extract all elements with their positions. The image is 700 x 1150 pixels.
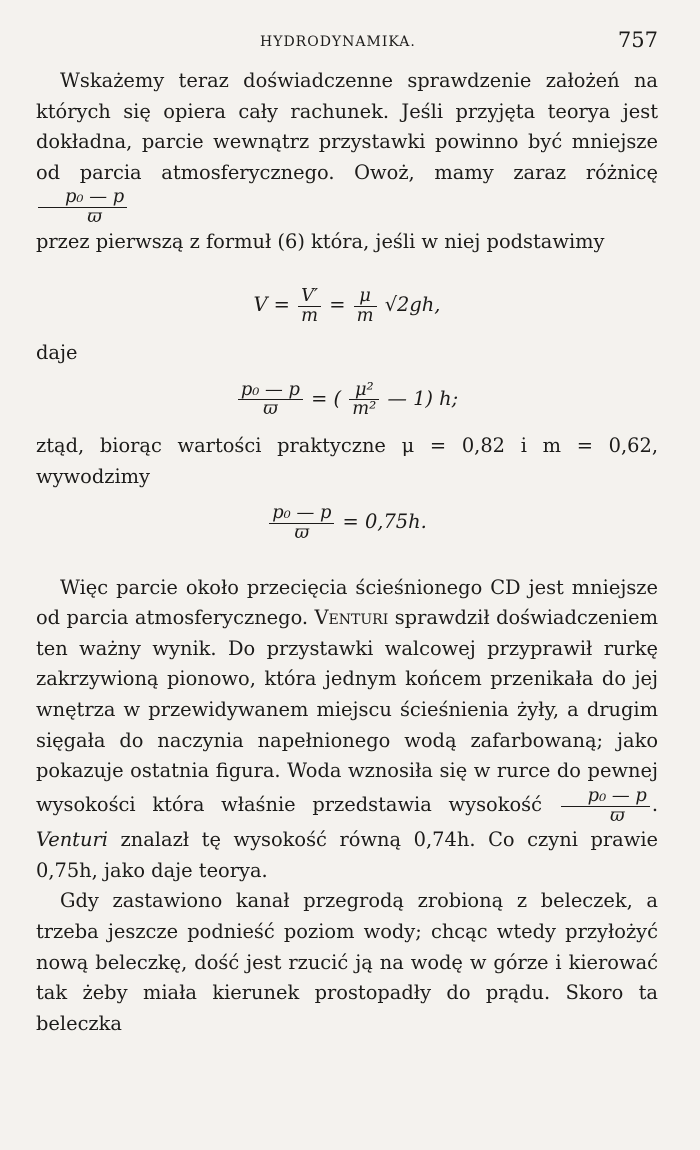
eq1-fraction-2 — [354, 287, 377, 325]
eq1-f1-numerator: V′ — [298, 287, 321, 307]
paragraph-3: ztąd, biorąc wartości praktyczne μ = 0,82 i m = 0,62, wywodzimy — [36, 433, 658, 488]
venturi-name-italic: Venturi — [36, 828, 108, 852]
eq1-lhs: V = — [253, 293, 297, 317]
paragraph-4-punct: . — [651, 793, 658, 817]
eq1-f2-numerator: μ — [354, 287, 377, 307]
eq1-mid: = — [329, 293, 352, 317]
p4-fraction-numerator: p₀ — p — [561, 787, 650, 807]
eq2-inner-denominator: m² — [352, 398, 377, 420]
paragraph-4-text-2: sprawdził doświadczeniem ten ważny wynik. Do przystawki walcowej przyprawił rurkę zakrzywioną pionowo, która jednym końcem przenikała do jej wnętrza w przewidywanem miejscu ścieśnienia żyły, a drugim sięgała do naczynia napełnionego wodą zafarbowaną; jako pokazuje ostatnia figura. Woda wznosiła się w rurce do pewnej wysokości która właśnie przedstawia wysokość — [36, 606, 658, 817]
paragraph-4-text-3: znalazł tę wysokość równą 0,74h. Co czyni prawie 0,75h, jako daje teorya. — [36, 828, 658, 882]
eq3-fraction — [269, 504, 334, 542]
eq3-denominator: ϖ — [294, 521, 310, 543]
paragraph-4 — [36, 573, 658, 887]
eq1-rhs: √2gh, — [384, 293, 441, 317]
fraction-numerator: p₀ — p — [38, 188, 127, 208]
running-title: HYDRODYNAMIKA. — [260, 34, 416, 50]
eq2-denominator: ϖ — [263, 398, 278, 420]
page-number: 757 — [617, 28, 658, 52]
p4-fraction-denominator: ϖ — [609, 804, 625, 826]
eq2-open: = ( — [311, 386, 342, 410]
venturi-name-smallcaps: Venturi — [314, 606, 389, 630]
equation-result — [36, 504, 658, 542]
fraction-denominator: ϖ — [87, 206, 102, 228]
paragraph-1 — [36, 66, 658, 227]
daje-label: daje — [36, 340, 78, 364]
eq1-fraction-1 — [298, 287, 321, 325]
eq2-fraction — [238, 378, 303, 420]
eq3-rhs: = 0,75h. — [342, 510, 427, 534]
eq2-inner-numerator: μ² — [349, 381, 379, 401]
page-body — [36, 66, 658, 1039]
pressure-difference-fraction — [38, 188, 127, 226]
paragraph-5: Gdy zastawiono kanał przegrodą zrobioną z beleczek, a trzeba jeszcze podnieść poziom wody; chcąc wtedy przyłożyć nową beleczkę, dość jest rzucić ją na wodę w górze i kierować tak żeby miała kierunek prostopadły do prądu. Skoro ta beleczka — [36, 889, 658, 1035]
paragraph-4-text-1: Więc parcie około przecięcia ścieśnionego CD jest mniejsze od parcia atmosferycznego. — [36, 575, 658, 630]
page-header — [36, 28, 658, 58]
paragraph-1-text: Wskażemy teraz doświadczenne sprawdzenie założeń na których się opiera cały rachunek. Jeśli przyjęta teorya jest dokładna, parcie wewnątrz przystawki powinno być mniejsze od parcia atmosferycznego. Owoż, mamy zaraz różnicę — [36, 69, 658, 184]
eq1-f2-denominator: m — [356, 305, 374, 327]
equation-pressure-ratio — [36, 378, 658, 420]
eq2-numerator: p₀ — p — [238, 381, 303, 401]
eq1-f1-denominator: m — [301, 305, 319, 327]
eq2-close: — 1) h; — [387, 386, 459, 410]
eq2-inner-fraction — [349, 378, 379, 420]
paragraph-4-fraction — [561, 784, 650, 826]
paragraph-2: przez pierwszą z formuł (6) która, jeśli w niej podstawimy — [36, 229, 605, 253]
equation-velocity — [36, 287, 658, 325]
eq3-numerator: p₀ — p — [269, 504, 334, 524]
